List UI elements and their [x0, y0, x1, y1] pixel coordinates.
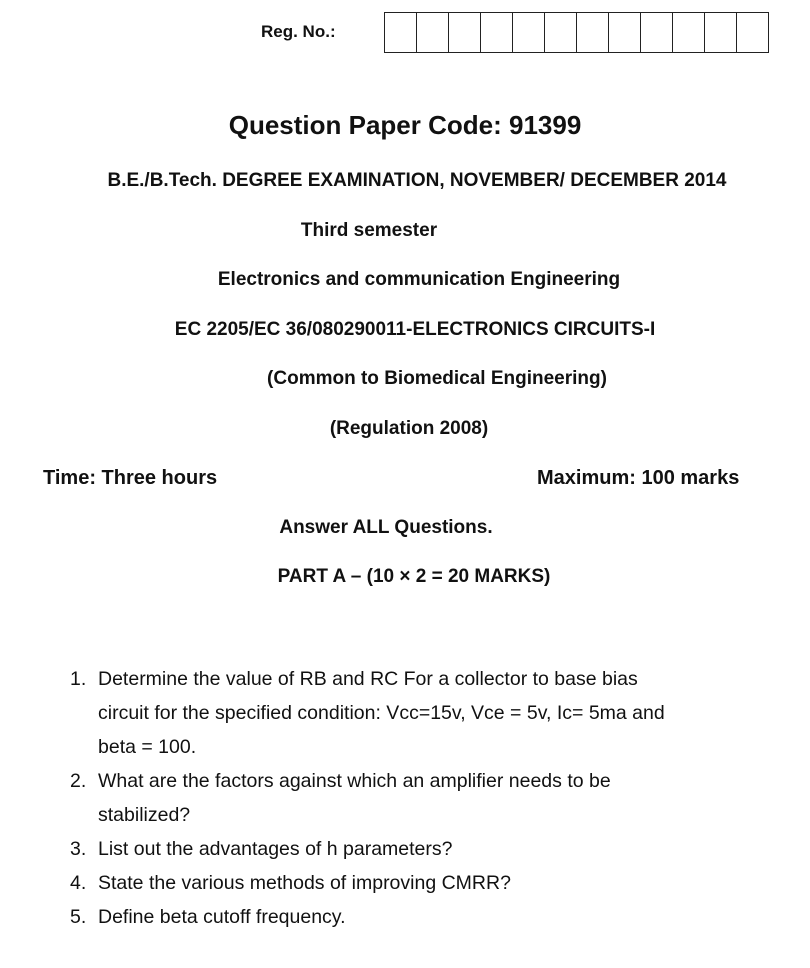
question-text-line: circuit for the specified condition: Vcc=15v, Vce = 5v, Ic= 5ma and: [98, 702, 665, 724]
reg-no-boxes[interactable]: [384, 12, 769, 53]
question-paper-code: Question Paper Code: 91399: [228, 110, 582, 140]
question-text-line: Define beta cutoff frequency.: [98, 906, 346, 928]
question-item: [70, 764, 770, 832]
question-text-line: stabilized?: [98, 804, 191, 826]
reg-no-box[interactable]: [545, 13, 577, 52]
regulation: (Regulation 2008): [329, 418, 489, 439]
instruction: Answer ALL Questions.: [279, 517, 493, 538]
reg-no-box[interactable]: [385, 13, 417, 52]
question-item: [70, 866, 770, 900]
question-item: [70, 900, 770, 934]
reg-no-box[interactable]: [609, 13, 641, 52]
semester: Third semester: [300, 220, 438, 241]
common-note: (Common to Biomedical Engineering): [267, 368, 607, 389]
question-number: 4.: [70, 872, 87, 894]
question-text-line: What are the factors against which an amplifier needs to be: [98, 770, 611, 792]
question-item: [70, 832, 770, 866]
reg-no-box[interactable]: [513, 13, 545, 52]
question-text-line: List out the advantages of h parameters?: [98, 838, 453, 860]
question-number: 1.: [70, 668, 87, 690]
part-heading: PART A – (10 × 2 = 20 MARKS): [277, 566, 551, 587]
question-number: 5.: [70, 906, 87, 928]
max-marks: Maximum: 100 marks: [537, 467, 740, 489]
question-number: 3.: [70, 838, 87, 860]
time-label: Time: Three hours: [43, 467, 218, 489]
reg-no-box[interactable]: [481, 13, 513, 52]
reg-no-box[interactable]: [705, 13, 737, 52]
reg-no-box[interactable]: [449, 13, 481, 52]
reg-no-box[interactable]: [641, 13, 673, 52]
question-list: [70, 662, 770, 934]
reg-no-box[interactable]: [737, 13, 769, 52]
reg-no-box[interactable]: [577, 13, 609, 52]
reg-no-label: Reg. No.:: [261, 22, 336, 41]
branch: Electronics and communication Engineering: [217, 269, 621, 290]
exam-title: B.E./B.Tech. DEGREE EXAMINATION, NOVEMBER/ DECEMBER 2014: [107, 170, 727, 191]
question-item: [70, 662, 770, 764]
question-text-line: State the various methods of improving CMRR?: [98, 872, 511, 894]
question-text-line: beta = 100.: [98, 736, 197, 758]
question-number: 2.: [70, 770, 87, 792]
question-text-line: Determine the value of RB and RC For a collector to base bias: [98, 668, 638, 690]
reg-no-box[interactable]: [417, 13, 449, 52]
subject: EC 2205/EC 36/080290011-ELECTRONICS CIRCUITS-I: [174, 319, 656, 340]
reg-no-box[interactable]: [673, 13, 705, 52]
